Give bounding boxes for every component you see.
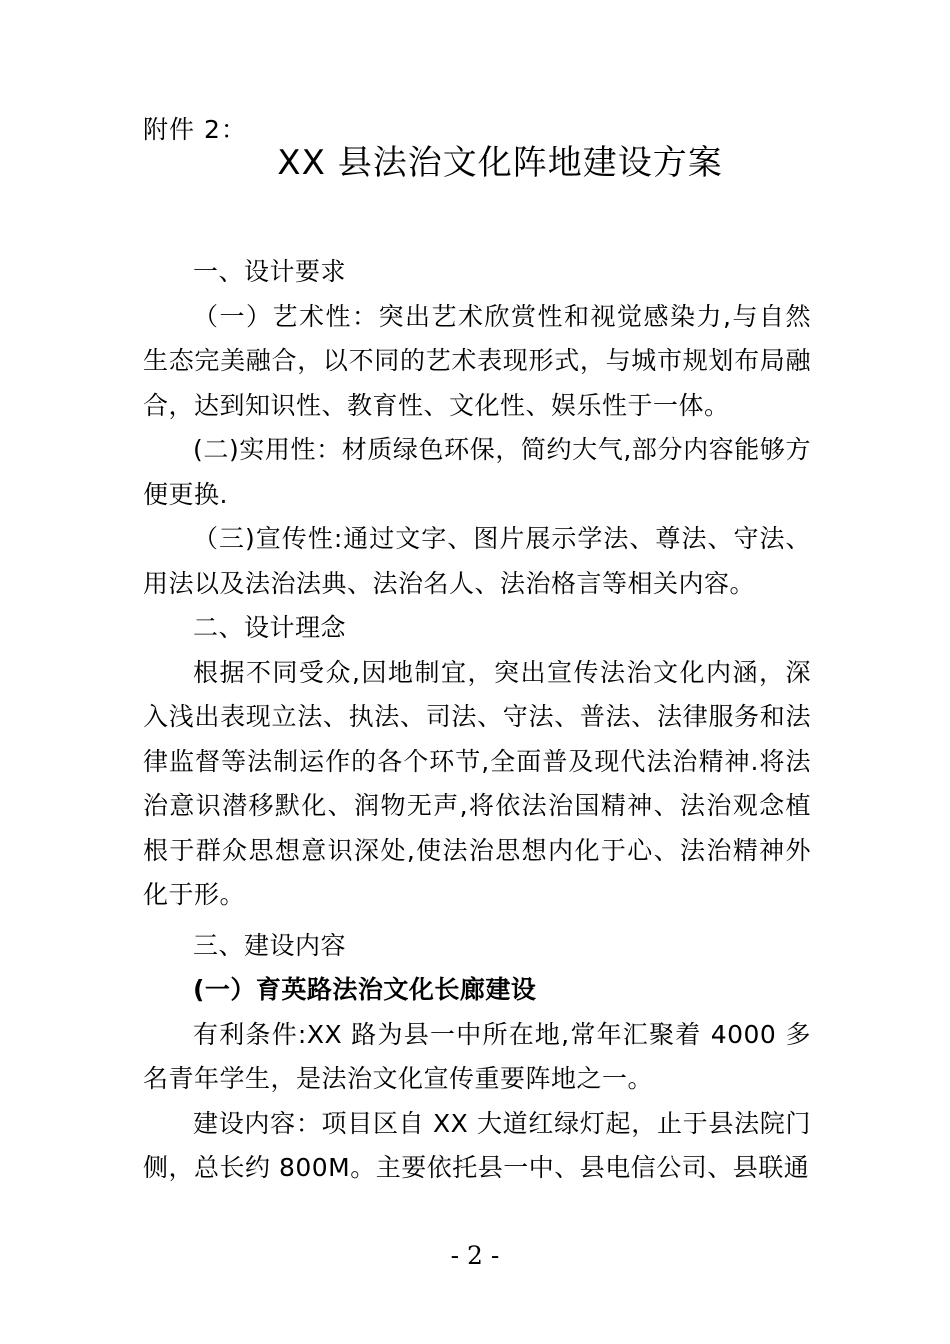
paragraph-publicity: （三)宣传性:通过文字、图片展示学法、尊法、守法、用法以及法治法典、法治名人、法治格言等相关内容。	[143, 524, 811, 598]
document-title: XX 县法治文化阵地建设方案	[277, 143, 723, 183]
paragraph-construction-details: 建设内容：项目区自 XX 大道红绿灯起，止于县法院门侧，总长约 800M。主要依托县一中、县电信公司、县联通	[143, 1108, 811, 1182]
paragraph-design-concept: 根据不同受众,因地制宜，突出宣传法治文化内涵，深入浅出表现立法、执法、司法、守法、普法、法律服务和法律监督等法制运作的各个环节,全面普及现代法治精神.将法治意识潜移默化、润物无声,将依法治国精神、法治观念植根于群众思想意识深处,使法治思想内化于心、法治精神外化于形。	[143, 657, 811, 909]
paragraph-artistry: （一）艺术性：突出艺术欣赏性和视觉感染力,与自然生态完美融合，以不同的艺术表现形式，与城市规划布局融合，达到知识性、教育性、文化性、娱乐性于一体。	[143, 301, 811, 420]
section-heading-design-requirements: 一、设计要求	[193, 257, 347, 286]
section-heading-design-concept: 二、设计理念	[193, 613, 347, 642]
attachment-label: 附件 2：	[143, 115, 247, 144]
section-heading-construction-content: 三、建设内容	[193, 930, 347, 960]
paragraph-practicality: (二)实用性：材质绿色环保，简约大气,部分内容能够方便更换.	[143, 435, 811, 509]
page-number: - 2 -	[450, 1241, 500, 1270]
document-body	[143, 250, 811, 1191]
paragraph-favorable-conditions: 有利条件:XX 路为县一中所在地,常年汇聚着 4000 多名青年学生，是法治文化宣传重要阵地之一。	[143, 1019, 811, 1093]
subsection-heading-corridor: (一）育英路法治文化长廊建设	[193, 975, 537, 1004]
